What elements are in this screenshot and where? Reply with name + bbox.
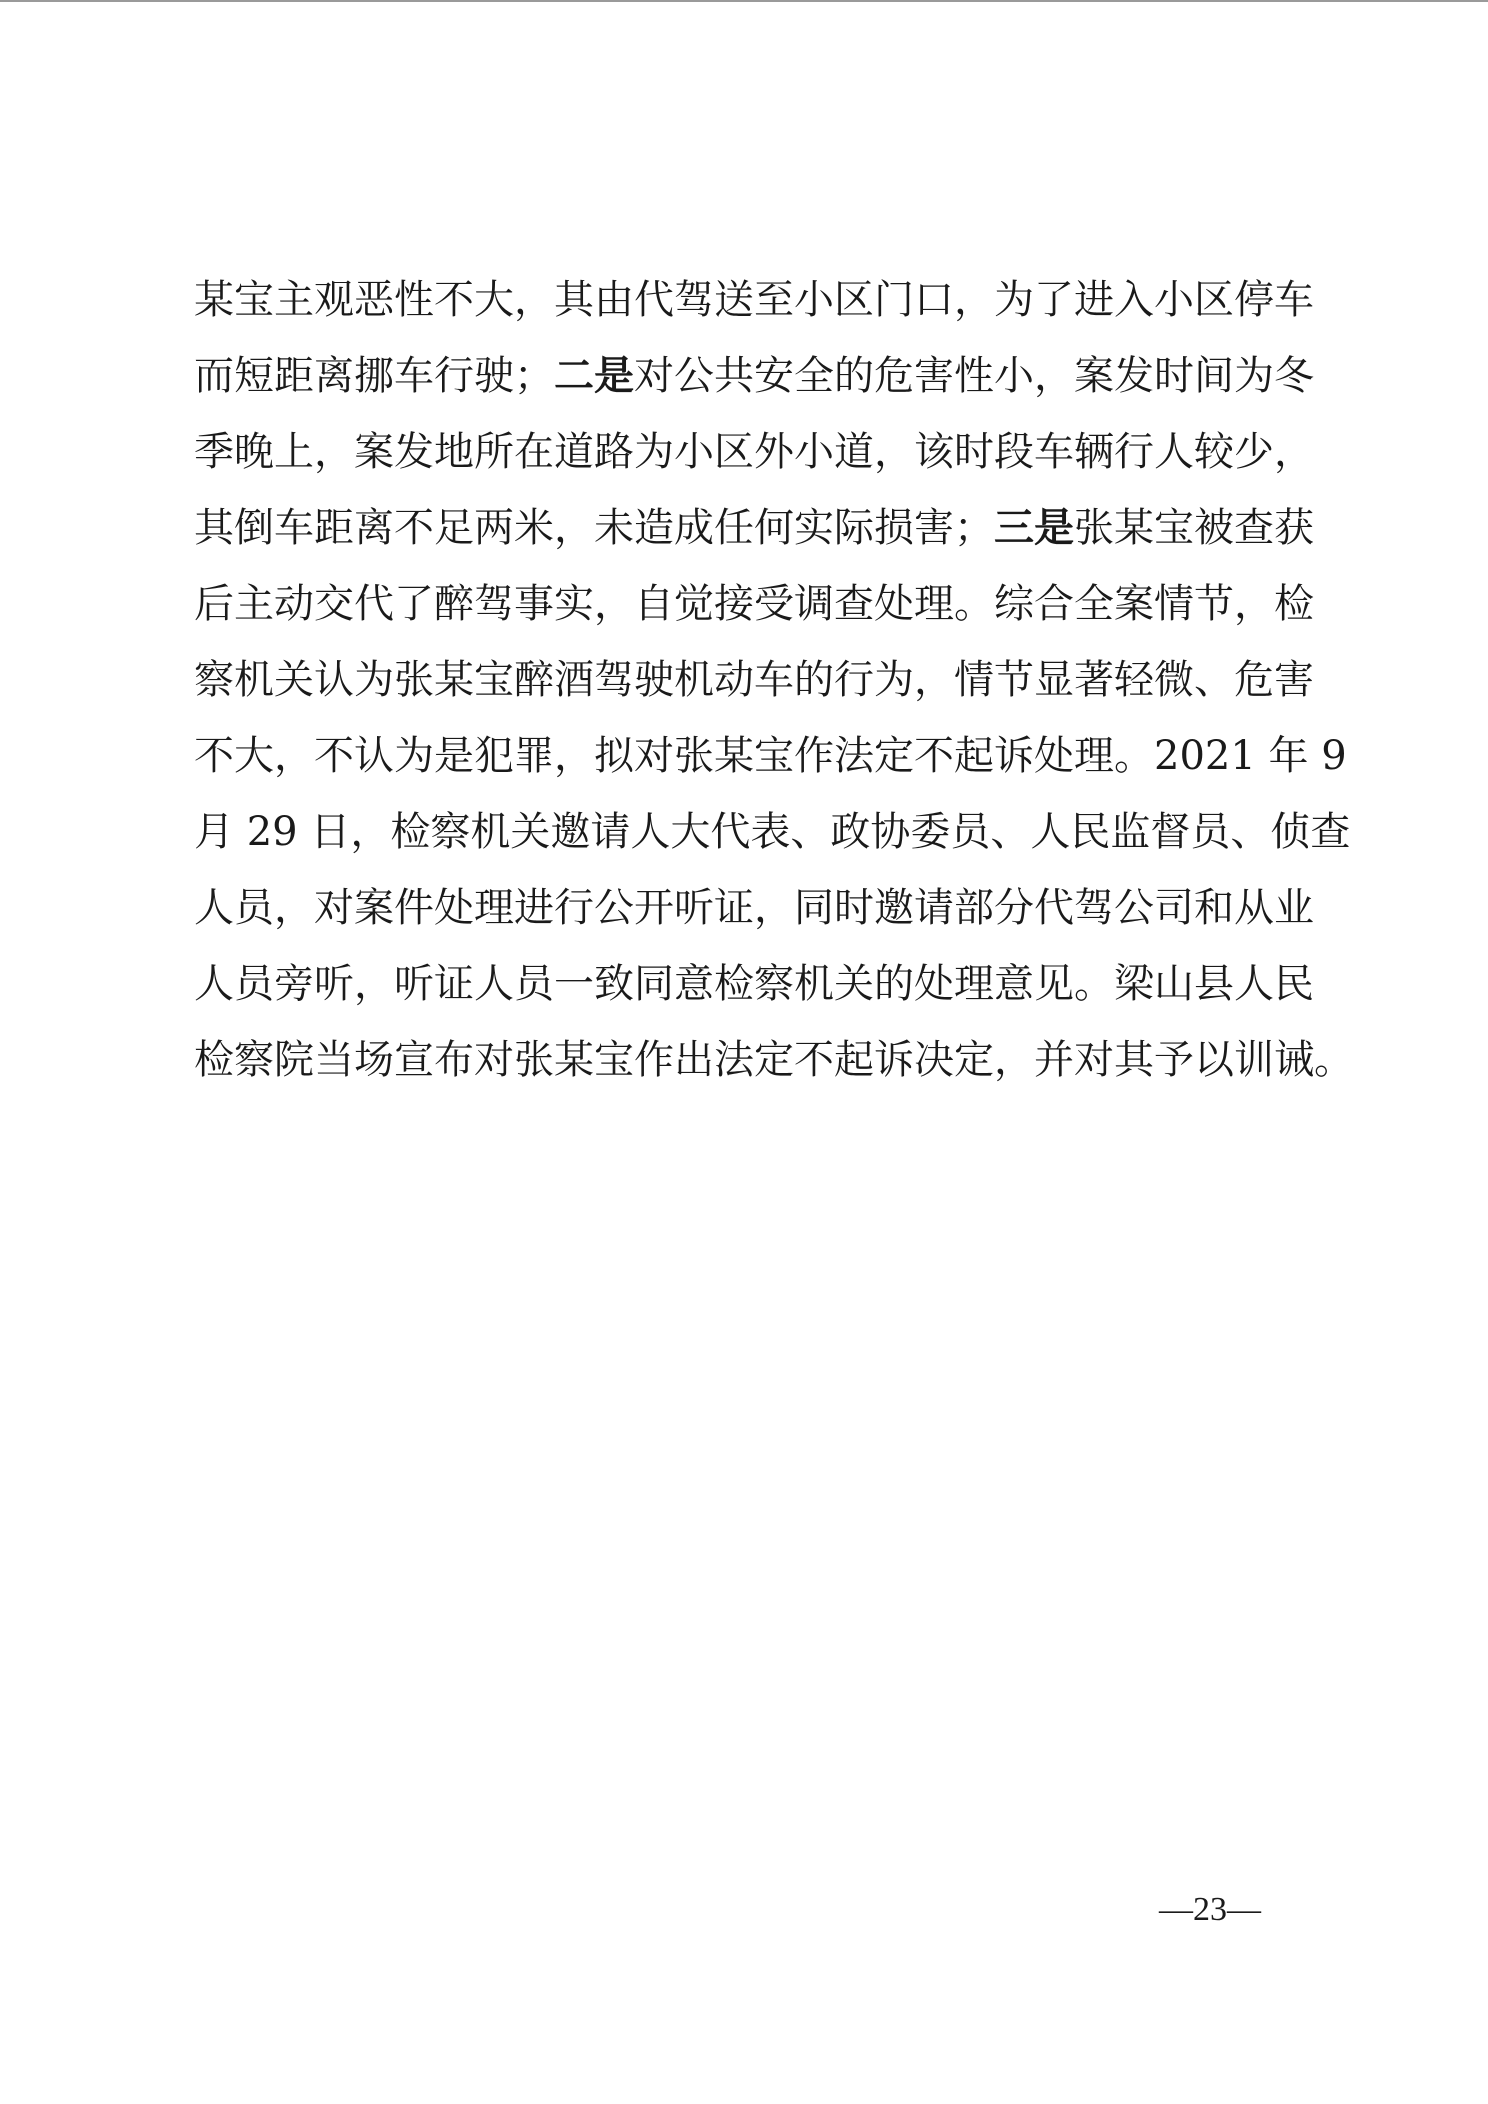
paragraph-line: 察机关认为张某宝醉酒驾驶机动车的行为，情节显著轻微、危害	[194, 657, 1314, 703]
paragraph-line	[194, 346, 1314, 422]
top-border-rule	[0, 0, 1488, 2]
paragraph-line: 某宝主观恶性不大，其由代驾送至小区门口，为了进入小区停车	[194, 277, 1314, 323]
line-text: 其倒车距离不足两米，未造成任何实际损害；	[194, 505, 994, 551]
line-text: 张某宝被查获	[1074, 505, 1314, 551]
emphasis-marker: 三是	[994, 505, 1074, 551]
paragraph-line	[194, 498, 1314, 574]
paragraph-line: 季晚上，案发地所在道路为小区外小道，该时段车辆行人较少，	[194, 429, 1314, 475]
paragraph-line: 后主动交代了醉驾事实，自觉接受调查处理。综合全案情节，检	[194, 581, 1314, 627]
paragraph-line: 检察院当场宣布对张某宝作出法定不起诉决定，并对其予以训诫。	[194, 1037, 1354, 1083]
emphasis-marker: 二是	[554, 353, 634, 399]
body-paragraph	[194, 270, 1354, 1106]
line-text: 对公共安全的危害性小，案发时间为冬	[634, 353, 1314, 399]
paragraph-line: 不大，不认为是犯罪，拟对张某宝作法定不起诉处理。2021 年 9	[194, 733, 1347, 779]
paragraph-line: 人员，对案件处理进行公开听证，同时邀请部分代驾公司和从业	[194, 885, 1314, 931]
paragraph-line: 人员旁听，听证人员一致同意检察机关的处理意见。梁山县人民	[194, 961, 1314, 1007]
page-number: —23—	[1159, 1891, 1261, 1928]
line-text: 而短距离挪车行驶；	[194, 353, 554, 399]
paragraph-line: 月 29 日，检察机关邀请人大代表、政协委员、人民监督员、侦查	[194, 809, 1351, 855]
